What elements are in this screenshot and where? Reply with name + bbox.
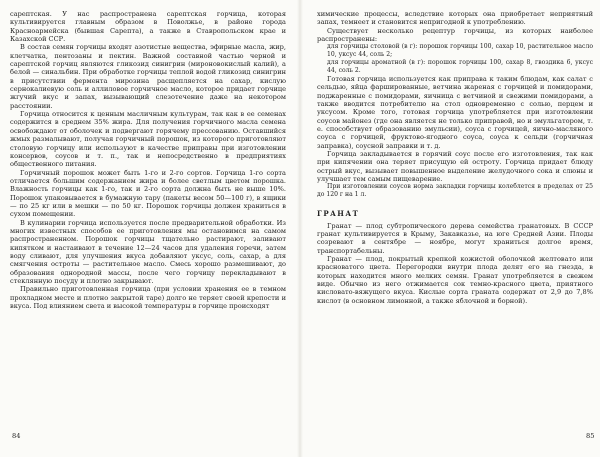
paragraph: Гранат — плод, покрытый крепкой кожистой оболочкой желтовато или красноватого цвета. Перегородки внутри плода делят его на гнезда, в которых находится много мелких семян. Гранат употребляется в свежем виде. Обычно из него отжимается сок темно-красного цвета, приятного кисловато-вяжущего вкуса. Кислые сорта граната содержат от 2,9 до 7,8% кислот (в основном лимонной, а также яблочной и борной). [317, 255, 593, 305]
paragraph: Гранат — плод субтропического дерева семейства гранатовых. В СССР гранат культивируется в Крыму, Закавказье, на юге Средней Азии. Плоды созревают в сентябре — ноябре, могут храниться долгое время, транспортабельны. [317, 221, 593, 255]
page-number-left: 84 [12, 432, 21, 440]
left-page [10, 10, 286, 450]
section-title: ГРАНАТ [317, 209, 360, 219]
paragraph: Готовая горчица используется как приправа к таким блюдам, как салат с сельдью, яйца фаршированные, ветчина жареная с горчицей и помидорами, поджаренные с помидорами, яичница с ветчиной и свежими помидорами, а также вводится потребителю на стол одновременно с солью, перцем и уксусом. Кроме того, готовая горчица употребляется при изготовлении соусов майонез (где она является не только приправой, но и эмульгатором, т. е. способствует образованию эмульсии), соуса с горчицей, яично-масляного соуса с горчицей, фруктово-ягодного соуса, соуса к сельди (горчичная заправка), соусной заправки и т. д. [317, 75, 593, 150]
paragraph: В состав семян горчицы входят азотистые вещества, эфирные масла, жир, клетчатка, пентозаны и пектин. Важной составной частью черной и сарептской горчиц являются гликозид синигрин (мироновокислый калий), а белой — синальбин. При обработке горчицы теплой водой гликозид синигрин в присутствии фермента мирозина расщепляется на сахар, кислую сернокалиевую соль и аллиловое горчичное масло, которое придает горчице жгучий вкус и запах, вызывающий слезотечение даже на некотором расстоянии. [10, 43, 286, 110]
paragraph: сарептская. У нас распространена сарептская горчица, которая культивируется главным образом в Поволжье, в районе города Красноармейска (бывшая Сарепта), а также в Ставропольском крае и Казахской ССР. [10, 10, 286, 44]
page-number-right: 85 [586, 432, 595, 440]
recipe-line: для горчицы столовой (в г): порошок горчицы 100, сахар 10, растительное масло 10, уксус 44, соль 2; [327, 43, 593, 59]
paragraph: В кулинарии горчица используется после предварительной обработки. Из многих известных способов ее приготовления мы остановимся на самом распространенном. Порошок горчицы тщательно растирают, заливают кипятком и настаивают в течение 12—24 часов для удаления горечи, затем воду сливают, для улучшения вкуса добавляют уксус, соль, сахар, а для смягчения остроты — растительное масло. Смесь хорошо размешивают, до образования однородной массы, после чего горчицу перекладывают в стеклянную посуду и плотно закрывают. [10, 218, 286, 285]
right-page [317, 10, 593, 450]
paragraph: Существует несколько рецептур горчицы, из которых наиболее распространены: [317, 26, 593, 44]
paragraph: При изготовлении соусов норма закладки горчицы колеблется в пределах от 25 до 120 г на 1 л. [317, 183, 593, 199]
paragraph: химические процессы, вследствие которых она приобретает неприятный запах, темнеет и становится непригодной к употреблению. [317, 10, 593, 27]
paragraph: Горчичный порошок может быть 1-го и 2-го сортов. Горчица 1-го сорта отличается большим содержанием жира и более светлым цветом порошка. Влажность горчицы как 1-го, так и 2-го сорта должна быть не выше 10%. Порошок упаковывается в бумажную тару (пакеты весом 50—100 г), в ящики — по 25 кг или в мешки — по 50 кг. Порошок горчицы должен храниться в сухом помещении. [10, 168, 286, 219]
book-fold [297, 0, 303, 457]
paragraph: Правильно приготовленная горчица (при условии хранения ее в темном прохладном месте и плотно закрытой таре) долго не теряет своей крепости и вкуса. Под влиянием света и высокой температуры в горчице происходят [10, 285, 286, 311]
paragraph: Горчица закладывается в горячий соус после его изготовления, так как при кипячении она теряет присущую ей остроту. Горчица придает блюду острый вкус, вызывает повышенное выделение желудочного сока и слюны и улучшает тем самым пищеварение. [317, 150, 593, 184]
paragraph: Горчица относится к ценным масличным культурам, так как в ее семенах содержится в среднем 35% жира. Для получения горчичного масла семена освобождают от оболочек и подвергают горячему прессованию. Оставшийся жмых размалывают, получая горчичный порошок, из которого приготовляют столовую горчицу или используют в качестве приправы при изготовлении консервов, соусов и т. п., так и непосредственно в предприятиях общественного питания. [10, 110, 286, 169]
recipe-line: для горчицы ароматной (в г): порошок горчицы 100, сахар 8, гвоздика 6, уксус 44, соль 2. [327, 59, 593, 75]
